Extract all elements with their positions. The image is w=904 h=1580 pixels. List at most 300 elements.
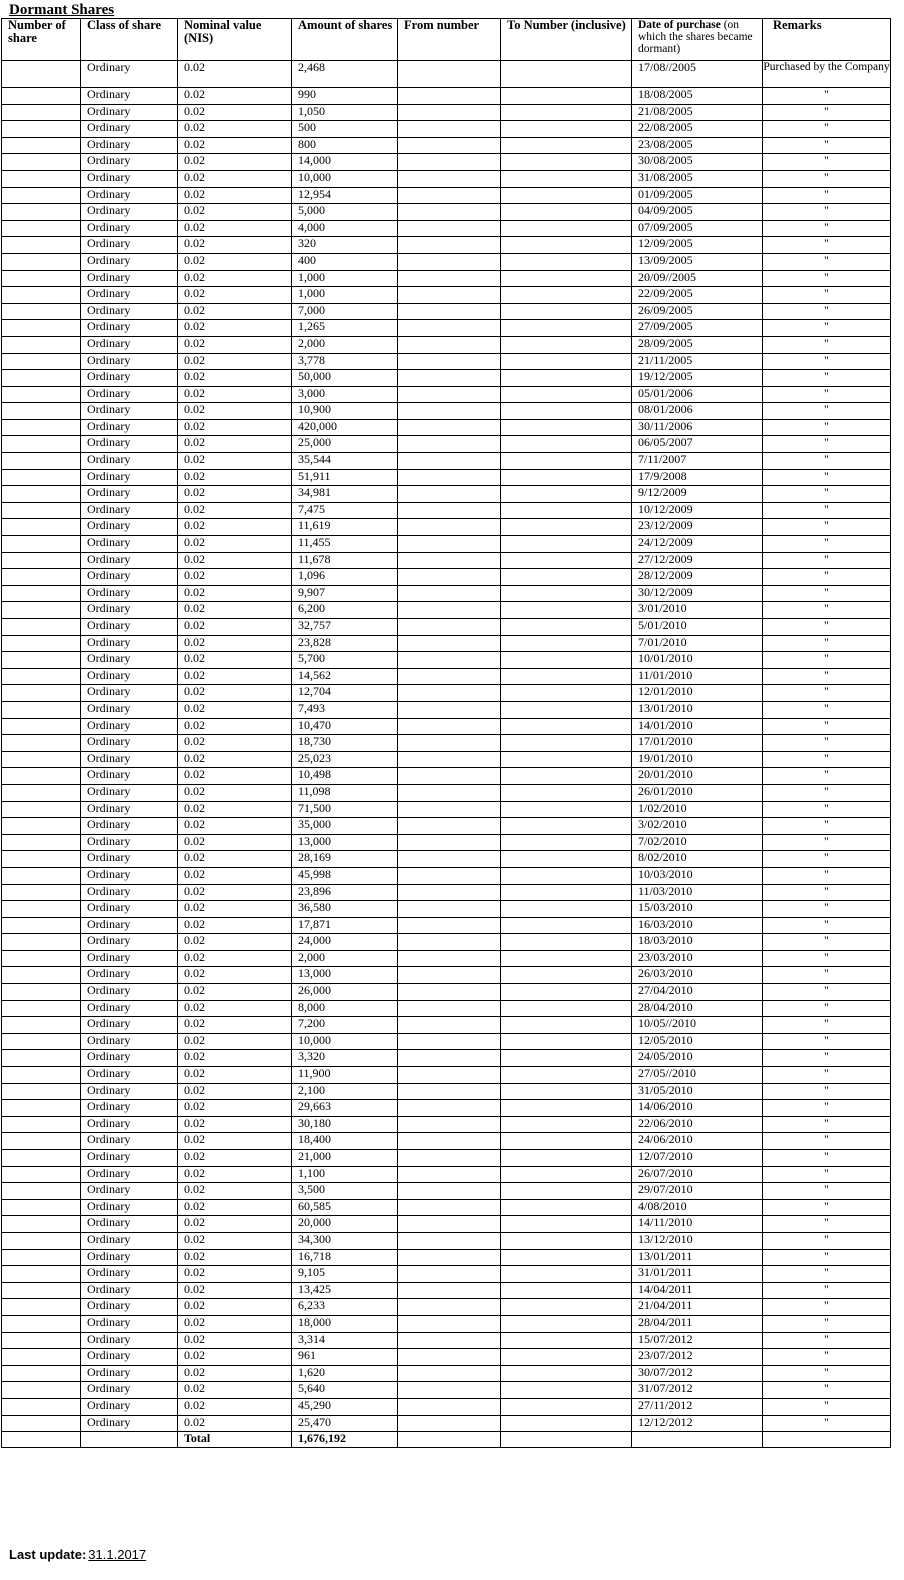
cell-date-of-purchase: 14/11/2010 — [632, 1216, 763, 1233]
table-row — [2, 967, 891, 984]
table-row — [2, 1232, 891, 1249]
cell-to-number — [501, 619, 632, 636]
table-row — [2, 1166, 891, 1183]
table-row — [2, 1266, 891, 1283]
cell-to-number — [501, 1017, 632, 1034]
cell-from-number — [398, 818, 501, 835]
col-header-amount-of-shares: Amount of shares — [292, 19, 398, 61]
cell-amount-of-shares: 3,500 — [292, 1183, 398, 1200]
cell-from-number — [398, 1232, 501, 1249]
cell-to-number — [501, 1216, 632, 1233]
cell-to-number — [501, 104, 632, 121]
cell-nominal-value: 0.02 — [178, 917, 292, 934]
cell-amount-of-shares: 32,757 — [292, 619, 398, 636]
cell-to-number — [501, 967, 632, 984]
cell-remarks: " — [763, 287, 891, 304]
cell-class-of-share: Ordinary — [81, 801, 178, 818]
cell-to-number — [501, 867, 632, 884]
cell-to-number — [501, 1349, 632, 1366]
cell-class-of-share: Ordinary — [81, 917, 178, 934]
table-row — [2, 1067, 891, 1084]
cell-to-number — [501, 784, 632, 801]
cell-remarks: " — [763, 884, 891, 901]
cell-class-of-share: Ordinary — [81, 253, 178, 270]
cell-number-of-share — [2, 1083, 81, 1100]
cell-date-of-purchase: 28/12/2009 — [632, 569, 763, 586]
cell-remarks: " — [763, 88, 891, 105]
cell-nominal-value: 0.02 — [178, 1067, 292, 1084]
cell-to-number — [501, 901, 632, 918]
cell-to-number — [501, 1116, 632, 1133]
dormant-shares-table — [1, 18, 891, 1448]
cell-amount-of-shares: 6,200 — [292, 602, 398, 619]
table-row — [2, 635, 891, 652]
cell-nominal-value: 0.02 — [178, 320, 292, 337]
cell-from-number — [398, 851, 501, 868]
cell-class-of-share: Ordinary — [81, 1315, 178, 1332]
table-row — [2, 287, 891, 304]
cell-to-number — [501, 336, 632, 353]
cell-date-of-purchase: 13/09/2005 — [632, 253, 763, 270]
cell-from-number — [398, 1365, 501, 1382]
cell-from-number — [398, 1315, 501, 1332]
cell-nominal-value: 0.02 — [178, 303, 292, 320]
cell-remarks: " — [763, 1100, 891, 1117]
table-row — [2, 552, 891, 569]
cell-to-number — [501, 851, 632, 868]
cell-amount-of-shares: 23,828 — [292, 635, 398, 652]
cell-class-of-share: Ordinary — [81, 718, 178, 735]
cell-from-number — [398, 1183, 501, 1200]
table-row — [2, 1183, 891, 1200]
table-row — [2, 353, 891, 370]
cell-nominal-value: 0.02 — [178, 1150, 292, 1167]
cell-nominal-value: 0.02 — [178, 602, 292, 619]
cell-amount-of-shares: 2,100 — [292, 1083, 398, 1100]
table-row — [2, 834, 891, 851]
table-row — [2, 784, 891, 801]
cell-date-of-purchase: 13/01/2010 — [632, 701, 763, 718]
cell-amount-of-shares: 25,470 — [292, 1415, 398, 1432]
cell-nominal-value: 0.02 — [178, 784, 292, 801]
cell-amount-of-shares: 10,000 — [292, 170, 398, 187]
cell-class-of-share: Ordinary — [81, 1382, 178, 1399]
cell-class-of-share: Ordinary — [81, 867, 178, 884]
table-row — [2, 154, 891, 171]
cell-remarks: " — [763, 137, 891, 154]
table-header — [2, 19, 891, 61]
cell-amount-of-shares: 20,000 — [292, 1216, 398, 1233]
cell-nominal-value: 0.02 — [178, 187, 292, 204]
cell-remarks: " — [763, 984, 891, 1001]
cell-to-number — [501, 170, 632, 187]
cell-from-number — [398, 237, 501, 254]
cell-date-of-purchase: 28/09/2005 — [632, 336, 763, 353]
table-row — [2, 801, 891, 818]
cell-nominal-value: 0.02 — [178, 403, 292, 420]
total-label: Total — [178, 1432, 292, 1448]
cell-amount-of-shares: 1,620 — [292, 1365, 398, 1382]
cell-date-of-purchase: 26/07/2010 — [632, 1166, 763, 1183]
cell-number-of-share — [2, 220, 81, 237]
cell-number-of-share — [2, 536, 81, 553]
cell-number-of-share — [2, 1133, 81, 1150]
cell-date-of-purchase: 27/05//2010 — [632, 1067, 763, 1084]
cell-nominal-value: 0.02 — [178, 950, 292, 967]
total-cell-class — [81, 1432, 178, 1448]
cell-number-of-share — [2, 884, 81, 901]
cell-class-of-share: Ordinary — [81, 1332, 178, 1349]
cell-class-of-share: Ordinary — [81, 1199, 178, 1216]
cell-number-of-share — [2, 1382, 81, 1399]
cell-remarks: " — [763, 187, 891, 204]
cell-number-of-share — [2, 668, 81, 685]
cell-amount-of-shares: 11,678 — [292, 552, 398, 569]
cell-to-number — [501, 1398, 632, 1415]
cell-from-number — [398, 1216, 501, 1233]
cell-date-of-purchase: 21/04/2011 — [632, 1299, 763, 1316]
cell-remarks: " — [763, 303, 891, 320]
cell-from-number — [398, 569, 501, 586]
cell-nominal-value: 0.02 — [178, 453, 292, 470]
table-row — [2, 701, 891, 718]
cell-to-number — [501, 137, 632, 154]
cell-amount-of-shares: 12,954 — [292, 187, 398, 204]
cell-from-number — [398, 1266, 501, 1283]
cell-remarks: " — [763, 1116, 891, 1133]
cell-from-number — [398, 768, 501, 785]
cell-class-of-share: Ordinary — [81, 934, 178, 951]
cell-amount-of-shares: 25,000 — [292, 436, 398, 453]
cell-from-number — [398, 88, 501, 105]
cell-date-of-purchase: 21/11/2005 — [632, 353, 763, 370]
cell-amount-of-shares: 7,475 — [292, 502, 398, 519]
cell-date-of-purchase: 06/05/2007 — [632, 436, 763, 453]
cell-date-of-purchase: 7/02/2010 — [632, 834, 763, 851]
cell-date-of-purchase: 12/05/2010 — [632, 1033, 763, 1050]
header-row — [2, 19, 891, 61]
cell-date-of-purchase: 9/12/2009 — [632, 486, 763, 503]
cell-date-of-purchase: 18/08/2005 — [632, 88, 763, 105]
cell-nominal-value: 0.02 — [178, 469, 292, 486]
table-row — [2, 253, 891, 270]
cell-amount-of-shares: 18,730 — [292, 735, 398, 752]
cell-remarks: " — [763, 1067, 891, 1084]
col-header-class-of-share: Class of share — [81, 19, 178, 61]
cell-from-number — [398, 1349, 501, 1366]
cell-remarks: " — [763, 121, 891, 138]
cell-nominal-value: 0.02 — [178, 801, 292, 818]
cell-number-of-share — [2, 934, 81, 951]
cell-from-number — [398, 121, 501, 138]
cell-date-of-purchase: 14/01/2010 — [632, 718, 763, 735]
cell-amount-of-shares: 34,981 — [292, 486, 398, 503]
cell-date-of-purchase: 4/08/2010 — [632, 1199, 763, 1216]
cell-date-of-purchase: 01/09/2005 — [632, 187, 763, 204]
cell-date-of-purchase: 21/08/2005 — [632, 104, 763, 121]
table-row — [2, 121, 891, 138]
cell-number-of-share — [2, 735, 81, 752]
cell-class-of-share: Ordinary — [81, 104, 178, 121]
cell-amount-of-shares: 10,000 — [292, 1033, 398, 1050]
cell-nominal-value: 0.02 — [178, 1000, 292, 1017]
cell-from-number — [398, 154, 501, 171]
cell-class-of-share: Ordinary — [81, 88, 178, 105]
cell-amount-of-shares: 21,000 — [292, 1150, 398, 1167]
cell-class-of-share: Ordinary — [81, 320, 178, 337]
cell-amount-of-shares: 7,000 — [292, 303, 398, 320]
cell-number-of-share — [2, 585, 81, 602]
cell-to-number — [501, 220, 632, 237]
cell-from-number — [398, 967, 501, 984]
cell-date-of-purchase: 7/01/2010 — [632, 635, 763, 652]
table-row — [2, 1315, 891, 1332]
cell-remarks: " — [763, 1365, 891, 1382]
cell-from-number — [398, 519, 501, 536]
cell-date-of-purchase: 05/01/2006 — [632, 386, 763, 403]
cell-class-of-share: Ordinary — [81, 1282, 178, 1299]
total-amount: 1,676,192 — [292, 1432, 398, 1448]
cell-to-number — [501, 718, 632, 735]
col-header-number-of-share: Number of share — [2, 19, 81, 61]
cell-to-number — [501, 353, 632, 370]
cell-amount-of-shares: 14,000 — [292, 154, 398, 171]
cell-to-number — [501, 1415, 632, 1432]
cell-amount-of-shares: 28,169 — [292, 851, 398, 868]
cell-remarks: Purchased by the Company — [763, 61, 891, 88]
cell-amount-of-shares: 800 — [292, 137, 398, 154]
cell-from-number — [398, 668, 501, 685]
table-row — [2, 1033, 891, 1050]
table-row — [2, 950, 891, 967]
table-row — [2, 303, 891, 320]
cell-date-of-purchase: 31/05/2010 — [632, 1083, 763, 1100]
cell-nominal-value: 0.02 — [178, 486, 292, 503]
cell-to-number — [501, 1199, 632, 1216]
cell-from-number — [398, 1033, 501, 1050]
table-row — [2, 519, 891, 536]
cell-number-of-share — [2, 1150, 81, 1167]
cell-remarks: " — [763, 453, 891, 470]
cell-amount-of-shares: 60,585 — [292, 1199, 398, 1216]
cell-nominal-value: 0.02 — [178, 1199, 292, 1216]
cell-number-of-share — [2, 1216, 81, 1233]
date-header-label: Date of purchase — [638, 19, 721, 31]
cell-to-number — [501, 1282, 632, 1299]
cell-number-of-share — [2, 287, 81, 304]
cell-date-of-purchase: 13/12/2010 — [632, 1232, 763, 1249]
cell-number-of-share — [2, 204, 81, 221]
table-row — [2, 602, 891, 619]
cell-date-of-purchase: 22/06/2010 — [632, 1116, 763, 1133]
cell-to-number — [501, 602, 632, 619]
cell-from-number — [398, 1332, 501, 1349]
cell-class-of-share: Ordinary — [81, 237, 178, 254]
cell-date-of-purchase: 04/09/2005 — [632, 204, 763, 221]
cell-nominal-value: 0.02 — [178, 1133, 292, 1150]
table-row — [2, 187, 891, 204]
cell-amount-of-shares: 25,023 — [292, 751, 398, 768]
cell-nominal-value: 0.02 — [178, 934, 292, 951]
cell-remarks: " — [763, 619, 891, 636]
table-row — [2, 502, 891, 519]
cell-class-of-share: Ordinary — [81, 502, 178, 519]
cell-amount-of-shares: 1,050 — [292, 104, 398, 121]
cell-amount-of-shares: 4,000 — [292, 220, 398, 237]
cell-remarks: " — [763, 370, 891, 387]
cell-nominal-value: 0.02 — [178, 967, 292, 984]
cell-to-number — [501, 237, 632, 254]
cell-class-of-share: Ordinary — [81, 1116, 178, 1133]
cell-class-of-share: Ordinary — [81, 784, 178, 801]
cell-date-of-purchase: 23/12/2009 — [632, 519, 763, 536]
cell-number-of-share — [2, 1067, 81, 1084]
cell-date-of-purchase: 22/09/2005 — [632, 287, 763, 304]
cell-nominal-value: 0.02 — [178, 1382, 292, 1399]
cell-date-of-purchase: 30/07/2012 — [632, 1365, 763, 1382]
cell-date-of-purchase: 23/08/2005 — [632, 137, 763, 154]
cell-from-number — [398, 486, 501, 503]
cell-class-of-share: Ordinary — [81, 635, 178, 652]
cell-class-of-share: Ordinary — [81, 1299, 178, 1316]
cell-amount-of-shares: 17,871 — [292, 917, 398, 934]
cell-date-of-purchase: 19/01/2010 — [632, 751, 763, 768]
cell-class-of-share: Ordinary — [81, 1183, 178, 1200]
cell-remarks: " — [763, 784, 891, 801]
cell-nominal-value: 0.02 — [178, 635, 292, 652]
cell-amount-of-shares: 2,000 — [292, 336, 398, 353]
cell-number-of-share — [2, 552, 81, 569]
table-row — [2, 751, 891, 768]
cell-to-number — [501, 502, 632, 519]
table-row — [2, 1382, 891, 1399]
cell-class-of-share: Ordinary — [81, 602, 178, 619]
cell-class-of-share: Ordinary — [81, 1067, 178, 1084]
cell-remarks: " — [763, 1000, 891, 1017]
cell-remarks: " — [763, 552, 891, 569]
cell-remarks: " — [763, 1050, 891, 1067]
cell-nominal-value: 0.02 — [178, 1232, 292, 1249]
cell-number-of-share — [2, 1299, 81, 1316]
cell-class-of-share: Ordinary — [81, 536, 178, 553]
cell-number-of-share — [2, 469, 81, 486]
cell-class-of-share: Ordinary — [81, 486, 178, 503]
cell-date-of-purchase: 7/11/2007 — [632, 453, 763, 470]
cell-from-number — [398, 1299, 501, 1316]
cell-to-number — [501, 834, 632, 851]
cell-from-number — [398, 1067, 501, 1084]
cell-from-number — [398, 436, 501, 453]
cell-nominal-value: 0.02 — [178, 253, 292, 270]
cell-amount-of-shares: 13,000 — [292, 967, 398, 984]
cell-date-of-purchase: 31/08/2005 — [632, 170, 763, 187]
cell-from-number — [398, 137, 501, 154]
cell-to-number — [501, 187, 632, 204]
cell-to-number — [501, 61, 632, 88]
table-row — [2, 1332, 891, 1349]
table-row — [2, 1398, 891, 1415]
cell-class-of-share: Ordinary — [81, 1266, 178, 1283]
cell-to-number — [501, 768, 632, 785]
cell-amount-of-shares: 9,105 — [292, 1266, 398, 1283]
cell-amount-of-shares: 9,907 — [292, 585, 398, 602]
cell-from-number — [398, 104, 501, 121]
table-row — [2, 685, 891, 702]
cell-date-of-purchase: 31/01/2011 — [632, 1266, 763, 1283]
cell-nominal-value: 0.02 — [178, 851, 292, 868]
cell-number-of-share — [2, 784, 81, 801]
cell-remarks: " — [763, 536, 891, 553]
cell-nominal-value: 0.02 — [178, 61, 292, 88]
cell-date-of-purchase: 30/11/2006 — [632, 419, 763, 436]
cell-from-number — [398, 419, 501, 436]
cell-class-of-share: Ordinary — [81, 585, 178, 602]
cell-nominal-value: 0.02 — [178, 1398, 292, 1415]
col-header-from-number: From number — [398, 19, 501, 61]
cell-date-of-purchase: 17/9/2008 — [632, 469, 763, 486]
table-row — [2, 1349, 891, 1366]
cell-number-of-share — [2, 187, 81, 204]
table-row — [2, 536, 891, 553]
table-row — [2, 320, 891, 337]
table-row — [2, 1017, 891, 1034]
cell-number-of-share — [2, 1415, 81, 1432]
cell-nominal-value: 0.02 — [178, 386, 292, 403]
cell-number-of-share — [2, 137, 81, 154]
cell-remarks: " — [763, 469, 891, 486]
cell-remarks: " — [763, 602, 891, 619]
cell-date-of-purchase: 20/01/2010 — [632, 768, 763, 785]
cell-amount-of-shares: 50,000 — [292, 370, 398, 387]
cell-date-of-purchase: 28/04/2011 — [632, 1315, 763, 1332]
cell-amount-of-shares: 5,700 — [292, 652, 398, 669]
cell-remarks: " — [763, 419, 891, 436]
cell-nominal-value: 0.02 — [178, 502, 292, 519]
page-title: Dormant Shares — [9, 2, 115, 18]
cell-from-number — [398, 1133, 501, 1150]
cell-amount-of-shares: 26,000 — [292, 984, 398, 1001]
cell-remarks: " — [763, 1183, 891, 1200]
cell-class-of-share: Ordinary — [81, 1133, 178, 1150]
table-row — [2, 220, 891, 237]
cell-to-number — [501, 270, 632, 287]
cell-nominal-value: 0.02 — [178, 1183, 292, 1200]
cell-class-of-share: Ordinary — [81, 1415, 178, 1432]
table-row — [2, 386, 891, 403]
cell-class-of-share: Ordinary — [81, 61, 178, 88]
cell-from-number — [398, 784, 501, 801]
cell-amount-of-shares: 420,000 — [292, 419, 398, 436]
cell-nominal-value: 0.02 — [178, 353, 292, 370]
cell-to-number — [501, 1365, 632, 1382]
cell-from-number — [398, 536, 501, 553]
date-header-note: (on which the shares became dormant) — [638, 19, 753, 55]
cell-to-number — [501, 453, 632, 470]
cell-date-of-purchase: 5/01/2010 — [632, 619, 763, 636]
table-row — [2, 336, 891, 353]
cell-to-number — [501, 419, 632, 436]
cell-nominal-value: 0.02 — [178, 170, 292, 187]
cell-to-number — [501, 370, 632, 387]
cell-from-number — [398, 1166, 501, 1183]
cell-class-of-share: Ordinary — [81, 984, 178, 1001]
cell-nominal-value: 0.02 — [178, 1249, 292, 1266]
cell-nominal-value: 0.02 — [178, 1116, 292, 1133]
cell-nominal-value: 0.02 — [178, 137, 292, 154]
cell-remarks: " — [763, 851, 891, 868]
cell-from-number — [398, 204, 501, 221]
cell-number-of-share — [2, 950, 81, 967]
